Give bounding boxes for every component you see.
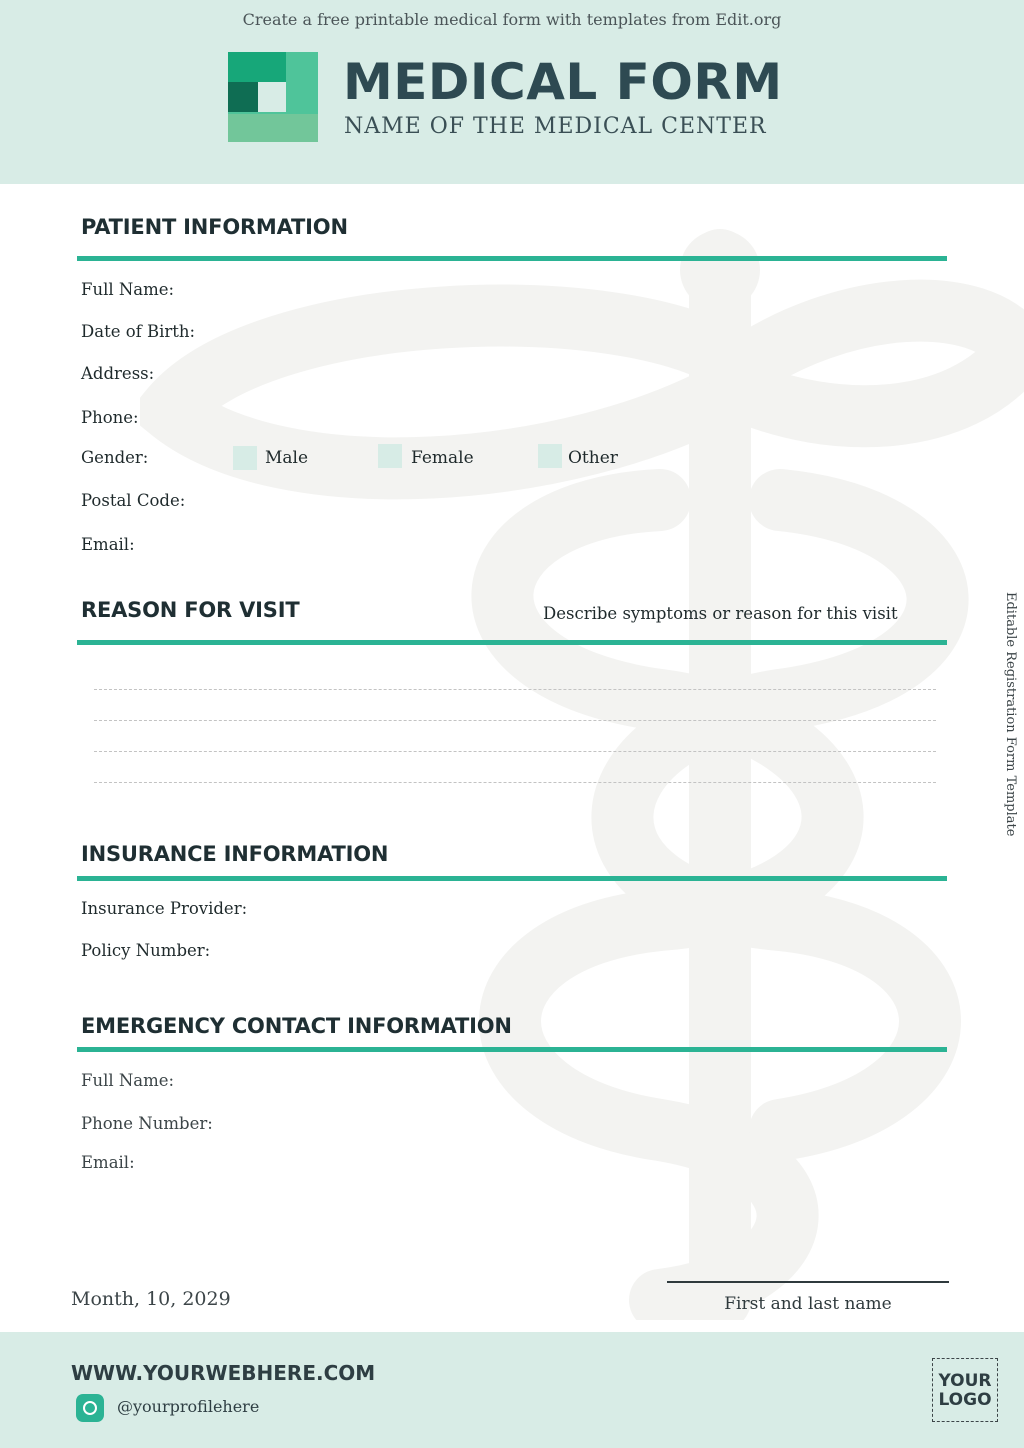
write-line[interactable] bbox=[94, 782, 936, 783]
write-line[interactable] bbox=[94, 720, 936, 721]
page-title: MEDICAL FORM bbox=[343, 53, 783, 111]
promo-text[interactable]: Create a free printable medical form with templates from Edit.org bbox=[242, 10, 782, 29]
policy-number-label: Policy Number: bbox=[81, 941, 211, 960]
section-divider bbox=[77, 1047, 947, 1052]
caduceus-watermark-icon bbox=[140, 200, 1024, 1320]
logo-line-2: LOGO bbox=[938, 1390, 992, 1410]
patient-info-heading: PATIENT INFORMATION bbox=[81, 215, 348, 239]
signature-line[interactable] bbox=[667, 1281, 949, 1283]
header-band bbox=[0, 0, 1024, 184]
address-label: Address: bbox=[81, 364, 155, 383]
social-handle[interactable]: @yourprofilehere bbox=[117, 1397, 260, 1416]
medical-center-name: NAME OF THE MEDICAL CENTER bbox=[344, 114, 767, 139]
section-divider bbox=[77, 876, 947, 881]
phone-label: Phone: bbox=[81, 408, 139, 427]
signature-name: First and last name bbox=[724, 1294, 892, 1314]
insurance-provider-label: Insurance Provider: bbox=[81, 899, 248, 918]
visit-hint: Describe symptoms or reason for this visit bbox=[543, 604, 898, 623]
write-line[interactable] bbox=[94, 751, 936, 752]
gender-male-checkbox[interactable] bbox=[233, 446, 257, 470]
website-link[interactable]: WWW.YOURWEBHERE.COM bbox=[71, 1361, 376, 1385]
gender-male-label: Male bbox=[265, 448, 309, 468]
insurance-info-heading: INSURANCE INFORMATION bbox=[81, 842, 389, 866]
gender-female-label: Female bbox=[411, 448, 474, 468]
gender-other-checkbox[interactable] bbox=[538, 444, 562, 468]
emergency-email-label: Email: bbox=[81, 1153, 135, 1172]
emergency-phone-label: Phone Number: bbox=[81, 1114, 213, 1133]
date-text: Month, 10, 2029 bbox=[71, 1288, 231, 1310]
section-divider bbox=[77, 256, 947, 261]
dob-label: Date of Birth: bbox=[81, 322, 196, 341]
logo-placeholder bbox=[932, 1358, 998, 1422]
emergency-full-name-label: Full Name: bbox=[81, 1071, 175, 1090]
reason-for-visit-heading: REASON FOR VISIT bbox=[81, 598, 300, 622]
instagram-icon[interactable] bbox=[76, 1394, 104, 1422]
full-name-label: Full Name: bbox=[81, 280, 175, 299]
footer-band bbox=[0, 1332, 1024, 1448]
emergency-contact-heading: EMERGENCY CONTACT INFORMATION bbox=[81, 1014, 512, 1038]
gender-label: Gender: bbox=[81, 448, 149, 467]
section-divider bbox=[77, 640, 947, 645]
email-label: Email: bbox=[81, 535, 135, 554]
logo-line-1: YOUR bbox=[938, 1371, 992, 1391]
write-line[interactable] bbox=[94, 689, 936, 690]
gender-female-checkbox[interactable] bbox=[378, 444, 402, 468]
green-square-logo-icon bbox=[228, 52, 318, 142]
postal-code-label: Postal Code: bbox=[81, 491, 186, 510]
side-vertical-text: Editable Registration Form Template bbox=[1003, 592, 1018, 837]
gender-other-label: Other bbox=[568, 448, 618, 468]
